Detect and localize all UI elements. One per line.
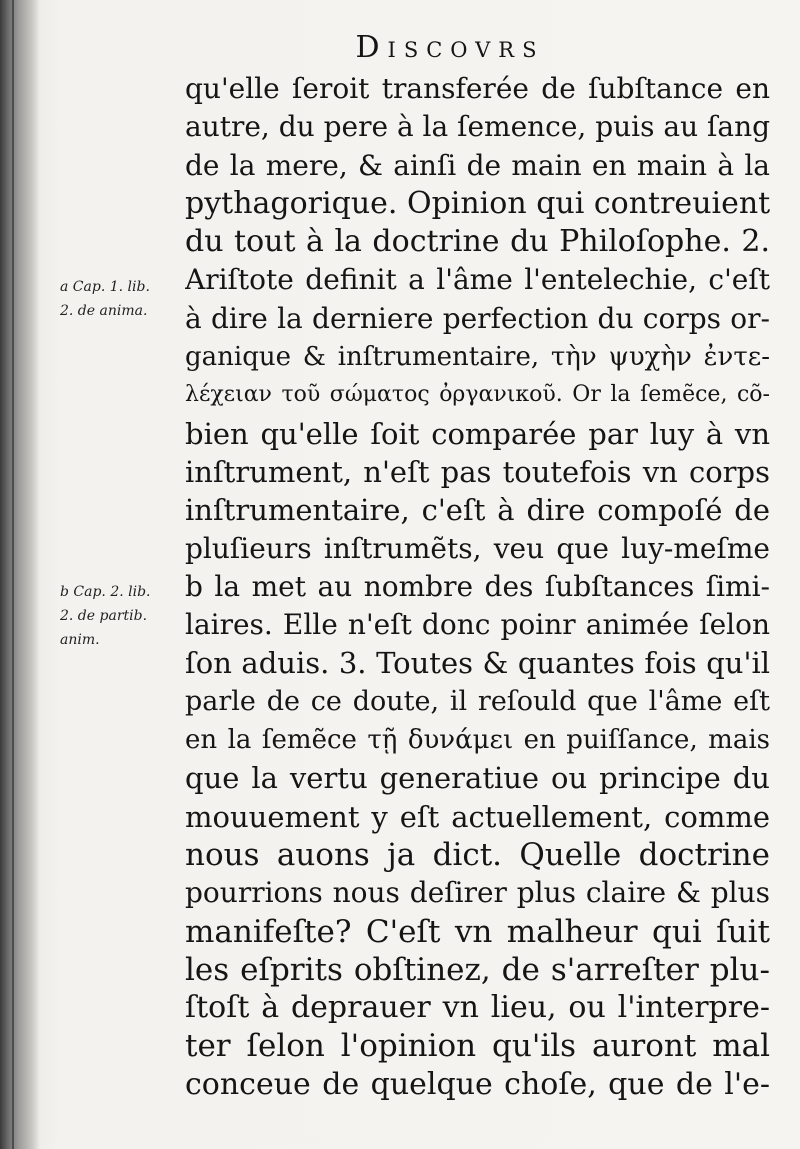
margin-note-line: 2. de partib.: [60, 608, 148, 624]
text-line: mouuement y eſt actuellement, comme: [185, 799, 770, 834]
book-gutter: [0, 0, 40, 1149]
margin-note-line: 2. de anima.: [60, 303, 148, 319]
margin-note-b: [60, 580, 151, 652]
text-line: à dire la derniere perfection du corps or-: [185, 301, 770, 335]
margin-note-line: anim.: [60, 632, 100, 648]
text-line: parle de ce doute, il reſould que l'âme eſt: [185, 685, 770, 717]
text-line: ſtoſt à deprauer vn lieu, ou l'interpre-: [185, 990, 770, 1026]
margin-note-line: a Cap. 1. lib.: [60, 279, 150, 295]
margin-note-a: [60, 275, 150, 323]
text-line: bien qu'elle ſoit comparée par luy à vn: [185, 416, 770, 451]
text-line: ganique & inſtrumentaire, τὴν ψυχὴν ἐντε-: [185, 342, 770, 373]
text-line: b la met au nombre des ſubſtances ſimi-: [185, 569, 770, 603]
text-line: en la ſemẽce τῇ δυνάμει en puiſſance, mais: [185, 725, 770, 756]
text-line: pythagorique. Opinion qui contreuient: [185, 185, 770, 221]
running-head: Discovrs: [355, 30, 545, 65]
text-line: de la mere, & ainſi de main en main à la: [185, 148, 770, 182]
text-line: qu'elle ſeroit transferée de ſubſtance en: [185, 72, 770, 105]
text-line: inſtrument, n'eſt pas toutefois vn corps: [185, 454, 770, 489]
text-line: laires. Elle n'eſt donc poinr animée ſelon: [185, 608, 770, 642]
text-line: les eſprits obſtinez, de s'arreſter plu-: [185, 951, 770, 988]
body-text: [185, 70, 770, 1104]
text-line: autre, du pere à la ſemence, puis au ſang: [185, 110, 770, 144]
text-line: λέχειαν τοῦ σώματος ὀργανικοῦ. Or la ſemẽce, cõ-: [185, 382, 770, 408]
text-line: ter ſelon l'opinion qu'ils auront mal: [185, 1028, 770, 1065]
text-line: que la vertu generatiue ou principe du: [185, 761, 770, 796]
text-line: manifeſte? C'eſt vn malheur qui ſuit: [185, 913, 770, 950]
text-line: pluſieurs inſtrumẽts, veu que luy-meſme: [185, 531, 770, 565]
text-line: conceue de quelque choſe, que de l'e-: [185, 1066, 770, 1102]
text-line: Ariſtote definit a l'âme l'entelechie, c'eſt: [185, 263, 770, 297]
text-line: inſtrumentaire, c'eſt à dire compoſé de: [185, 493, 770, 528]
margin-note-line: b Cap. 2. lib.: [60, 584, 151, 600]
text-line: pourrions nous deſirer plus claire & plus: [185, 876, 770, 910]
gutter-edge-line: [12, 0, 14, 1149]
text-line: du tout à la doctrine du Philoſophe. 2.: [185, 224, 770, 260]
text-line: nous auons ja dict. Quelle doctrine: [185, 836, 770, 873]
text-line: ſon aduis. 3. Toutes & quantes fois qu'il: [185, 646, 770, 681]
